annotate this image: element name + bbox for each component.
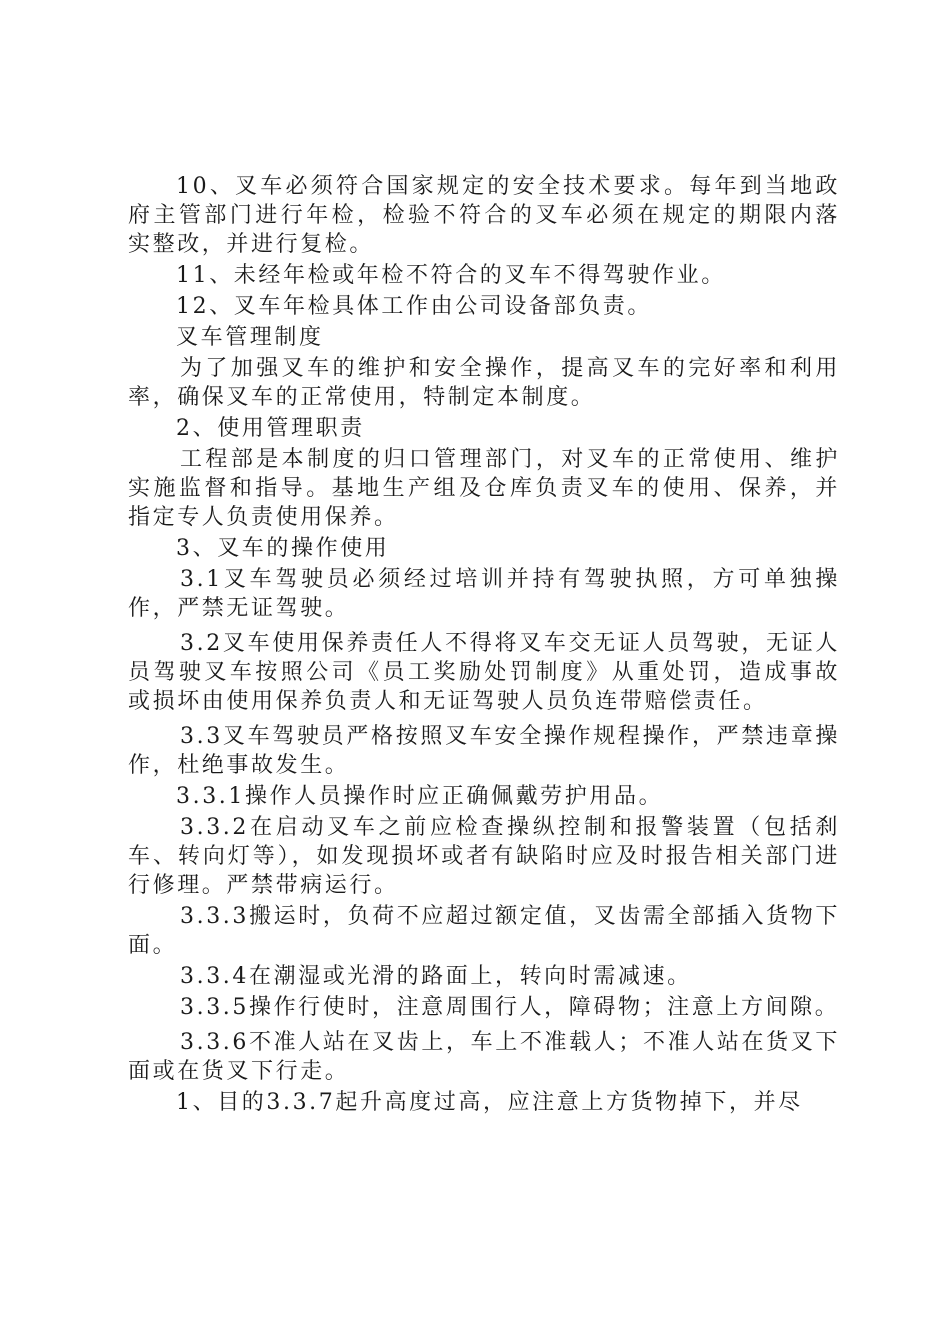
section-heading-responsibilities: 2、使用管理职责 [176,416,365,441]
paragraph-3-3-6: 3.3.6不准人站在叉齿上，车上不准载人；不准人站在货叉下面或在货叉下行走。 [128,1030,840,1084]
paragraph-item-10: 10、叉车必须符合国家规定的安全技术要求。每年到当地政府主管部门进行年检，检验不符合的叉车必须在规定的期限内落实整改，并进行复检。 [128,174,840,257]
paragraph-item-11: 11、未经年检或年检不符合的叉车不得驾驶作业。 [176,263,726,288]
paragraph-3-3-5: 3.3.5操作行使时，注意周围行人，障碍物；注意上方间隙。 [180,995,840,1020]
paragraph-item-12: 12、叉车年检具体工作由公司设备部负责。 [176,294,652,319]
paragraph-3-3: 3.3叉车驾驶员严格按照叉车安全操作规程操作，严禁违章操作，杜绝事故发生。 [128,724,840,778]
paragraph-responsibilities: 工程部是本制度的归口管理部门，对叉车的正常使用、维护实施监督和指导。基地生产组及仓库负责叉车的使用、保养，并指定专人负责使用保养。 [128,447,840,530]
section-heading-operation: 3、叉车的操作使用 [176,536,390,561]
paragraph-3-1: 3.1叉车驾驶员必须经过培训并持有驾驶执照，方可单独操作，严禁无证驾驶。 [128,567,840,621]
section-heading-forklift-management: 叉车管理制度 [176,325,324,350]
paragraph-3-3-7: 1、目的3.3.7起升高度过高，应注意上方货物掉下，并尽 [176,1090,803,1115]
paragraph-3-3-2: 3.3.2在启动叉车之前应检查操纵控制和报警装置（包括刹车、转向灯等），如发现损坏或者有缺陷时应及时报告相关部门进行修理。严禁带病运行。 [128,815,840,898]
paragraph-purpose: 为了加强叉车的维护和安全操作，提高叉车的完好率和利用率，确保叉车的正常使用，特制定本制度。 [128,356,840,410]
paragraph-3-3-4: 3.3.4在潮湿或光滑的路面上，转向时需减速。 [180,964,692,989]
document-body [128,172,840,1119]
paragraph-3-2: 3.2叉车使用保养责任人不得将叉车交无证人员驾驶，无证人员驾驶叉车按照公司《员工奖励处罚制度》从重处罚，造成事故或损坏由使用保养负责人和无证驾驶人员负连带赔偿责任。 [128,631,840,714]
paragraph-3-3-3: 3.3.3搬运时，负荷不应超过额定值，叉齿需全部插入货物下面。 [128,904,840,958]
paragraph-3-3-1: 3.3.1操作人员操作时应正确佩戴劳护用品。 [176,784,664,809]
